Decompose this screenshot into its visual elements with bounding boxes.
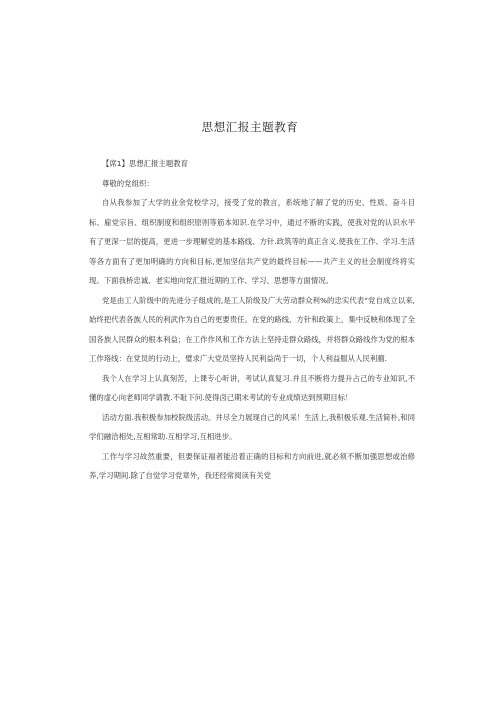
paragraph-5: 工作与学习故然重要，但要保证福者能沿着正确的目标和方向前进,就必须不断加强思想或治修养,学习期间.除了自觉学习党章外，我还经常阅读有关党 (89, 451, 415, 480)
paragraph-2: 党是由工人阶级中的先进分子组成的,是工人阶级及广大劳动群众利%的忠实代表”党自成立以来,始终把代表各族人民的利武作为自己的更要贵任。在党的路线、方针和政策上，集中反映和体现了全国各族人民群众的根本利益；在工作作风和工作方法上坚持走群众路线，并将群众路线作为党的根本工作珞线：在党员的行动上，璧求广大党员坚持人民利益尚于一切，个人利益服从人民利骝. (89, 295, 415, 363)
section-heading: 【席1】思想汇报主题教育 (102, 159, 189, 168)
paragraph-3: 我个人在学习上认真刻苦，上课专心听讲，考试认真复习.并且不断将力提升占己的专业知识,不懂的虚心向老师同学请教.不耻下问.使得卤己期末考试的专业成绩达到预期目标！ (89, 373, 415, 402)
paragraph-4: 活动方面.我积极参加校院级活动。井尽全力展现自己的风采！生活上,我积极乐观.生活简朴,和同学们融洽相处,互相常助.互相学习,互相进步。 (89, 412, 415, 441)
document-body (89, 154, 415, 486)
paragraph-1: 自从我参加了大学的业余党校学习，接受了党的教言，系统地了解了党的历史、性质、奋斗目标、雇党宗旨、组织制度和组织原则等筋本知识.在学习中，通过不断的实践，使我对党的认识水平有了更深一层的提高，更进一步理解党的基本路线、方针.政筑等的真正含义.使我在工作、学习.生活等各方面有了更加明确的方向和目标,更加坚信共产党的最终目标——共产主义的社会制度终将实现。下面我桥忠诚、老实地向党汇报近期的工作、学习、思想等方面情况。 (89, 198, 415, 285)
salutation: 尊敬的党组织： (102, 178, 154, 188)
document-title: 思想汇报主题教育 (201, 120, 299, 134)
